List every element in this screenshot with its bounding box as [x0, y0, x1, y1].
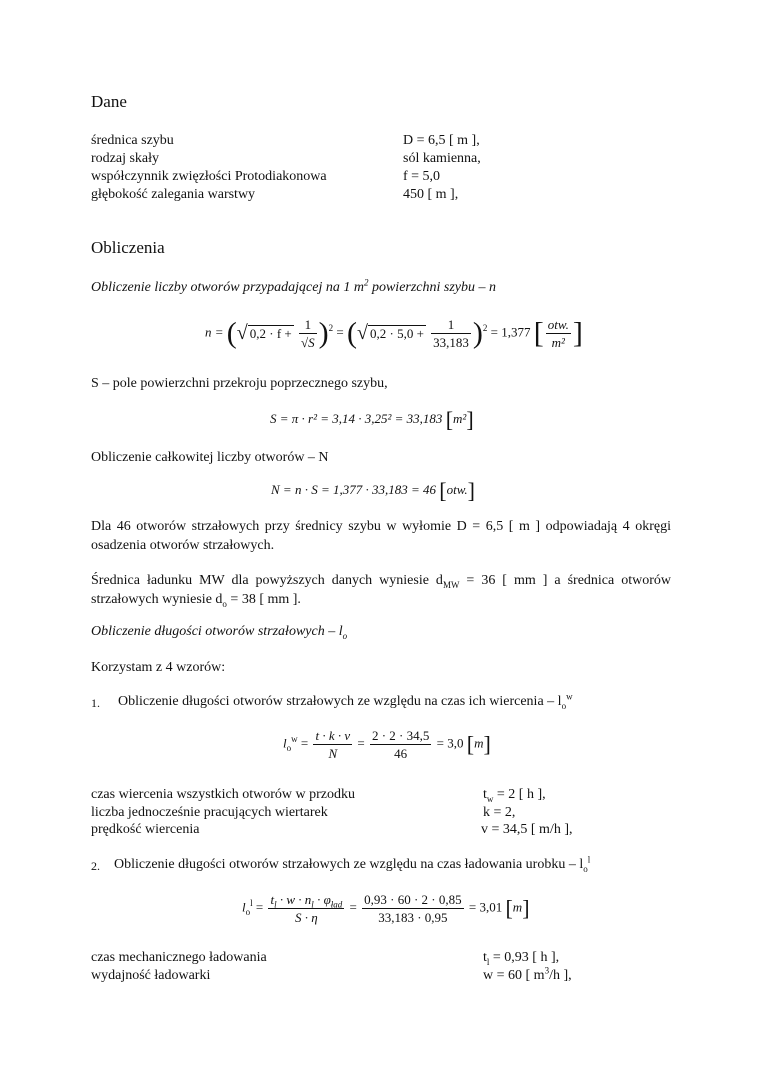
data-label: współczynnik zwięzłości Protodiakonowa — [91, 169, 327, 184]
param-label: liczba jednocześnie pracujących wiertarek — [91, 805, 328, 820]
list-item-ladowanie: Obliczenie długości otworów strzałowych ze względu na czas ładowania urobku – $l_o^l$ — [114, 854, 591, 874]
data-label: średnica szybu — [91, 133, 174, 148]
param-label: wydajność ładowarki — [91, 968, 211, 983]
data-value: sól kamienna, — [403, 151, 481, 166]
s-description: S – pole powierzchni przekroju poprzecznego szybu, — [91, 376, 388, 391]
equation-s: S = π · r² = 3,14 · 3,25² = 33,183 [m²] — [270, 407, 474, 432]
list-number: 2. — [91, 859, 100, 873]
data-label: głębokość zalegania warstwy — [91, 187, 256, 202]
param-label: prędkość wiercenia — [91, 822, 200, 837]
korzystam-text: Korzystam z 4 wzorów: — [91, 660, 226, 675]
section-heading-obliczenia: Obliczenia — [91, 238, 165, 257]
data-label: rodzaj skały — [91, 151, 160, 166]
data-value: D = 6,5 [ m ], — [403, 133, 480, 148]
subheading-N: Obliczenie całkowitej liczby otworów – N — [91, 450, 329, 465]
param-label: czas mechanicznego ładowania — [91, 950, 267, 965]
list-item-wiercenie: Obliczenie długości otworów strzałowych ze względu na czas ich wiercenia – $l_o^w$ — [118, 691, 573, 711]
paragraph-srednica: Średnica ładunku MW dla powyższych danych wyniesie $d_{MW} = 36$ [ mm ] a średnica otworów strzałowych wyniesie $d_o = 38$ [ mm ]. — [91, 573, 671, 609]
paragraph-okregi: Dla 46 otworów strzałowych przy średnicy szybu w wyłomie D = 6,5 [ m ] odpowiadają 4 okręgi osadzenia otworów strzałowych. — [91, 519, 671, 553]
equation-lo-l: $l_o^l$ = $\frac{t_l \cdot w \cdot n_l \cdot \varphi_{ład}}{S \cdot \eta}$ = $\frac{0,93 \cdot 60 \cdot 2 \cdot 0,85}{33,183 \cdot 0,95}$ = 3,01 [m] — [242, 892, 530, 925]
param-label: czas wiercenia wszystkich otworów w przodku — [91, 787, 355, 802]
param-value: k = 2, — [483, 805, 516, 820]
param-value: w = 60 [ $m^3/h$ ], — [483, 965, 572, 983]
param-value: $t_l = 0,93$ [ h ], — [483, 950, 560, 967]
equation-n: n = (√ 0,2 · f + $\frac{1}{√S}$ )$^2$ = (√ 0,2 · 5,0 + $\frac{1}{33,183}$ )$^2$ = 1,377 [ $\frac{\text{otw.}}{\text{m²}}$ ] — [205, 316, 583, 350]
data-value: 450 [ m ], — [403, 187, 459, 202]
list-number: 1. — [91, 696, 100, 710]
param-value: v = 34,5 [ m/h ], — [481, 822, 573, 837]
section-heading-dane: Dane — [91, 92, 127, 111]
equation-lo-w: $l_o^w$ = $\frac{t \cdot k \cdot v}{N}$ = $\frac{2 \cdot 2 \cdot 34,5}{46}$ = 3,0 [m] — [283, 728, 491, 761]
data-value: f = 5,0 — [403, 169, 441, 184]
param-value: $t_w = 2$ [ h ], — [483, 787, 546, 804]
subheading-n: Obliczenie liczby otworów przypadającej na 1 $m^2$ powierzchni szybu – n — [91, 277, 497, 295]
subheading-lo: Obliczenie długości otworów strzałowych – $l_o$ — [91, 624, 348, 641]
equation-N: N = n · S = 1,377 · 33,183 = 46 [otw.] — [271, 478, 475, 503]
